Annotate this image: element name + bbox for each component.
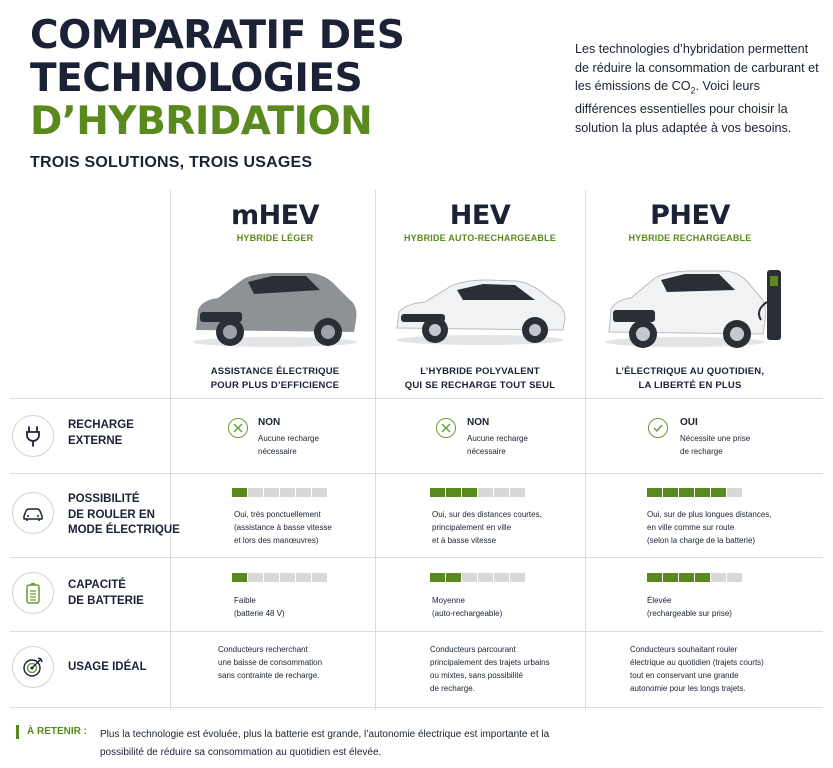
usage-text-mhev: Conducteurs recherchant une baisse de consommation sans contrainte de recharge. <box>218 645 323 680</box>
column-description: L’ÉLECTRIQUE AU QUOTIDIEN, LA LIBERTÉ EN PLUS <box>615 366 765 391</box>
level-segment <box>446 488 461 497</box>
intro-text-1: Les technologies d’hybridation permettent de réduire la consommation de carburant et les émissions de CO <box>575 42 819 93</box>
level-segment <box>446 573 461 582</box>
level-segment <box>510 573 525 582</box>
plug-icon <box>21 424 45 448</box>
level-segment <box>312 573 327 582</box>
column-subtitle: HYBRIDE RECHARGEABLE <box>628 233 752 243</box>
level-segment <box>494 488 509 497</box>
intro-text-2: . Voici leurs différences essentielles pour choisir la solution la plus adaptée à vos besoins. <box>575 79 792 135</box>
cross-icon <box>228 418 248 438</box>
level-segment <box>430 488 445 497</box>
car-image <box>595 258 785 350</box>
electric-text-mhev: Oui, très ponctuellement (assistance à basse vitesse et lors des manœuvres) <box>234 510 332 545</box>
level-segment <box>727 573 742 582</box>
battery-text-hev: Moyenne (auto-rechargeable) <box>432 596 503 618</box>
electric-text-hev: Oui, sur des distances courtes, principalement en ville et à basse vitesse <box>432 510 542 545</box>
level-segment <box>430 573 445 582</box>
title-line-2: TECHNOLOGIES <box>30 56 363 101</box>
level-segment <box>312 488 327 497</box>
level-segment <box>663 573 678 582</box>
level-segment <box>280 573 295 582</box>
recharge-answer-hev: NON <box>467 417 490 428</box>
cross-icon <box>436 418 456 438</box>
battery-level-phev <box>647 573 742 582</box>
retain-label: À RETENIR : <box>27 726 87 737</box>
recharge-text-mhev: Aucune recharge nécessaire <box>258 434 319 456</box>
level-segment <box>711 573 726 582</box>
row-divider-4 <box>10 631 823 632</box>
recharge-answer-mhev: NON <box>258 417 281 428</box>
level-segment <box>494 573 509 582</box>
battery-level-hev <box>430 573 525 582</box>
car-image <box>180 258 370 350</box>
usage-text-hev: Conducteurs parcourant principalement des trajets urbains ou mixtes, sans possibilité de recharge. <box>430 645 550 693</box>
level-segment <box>280 488 295 497</box>
level-segment <box>478 488 493 497</box>
title-line-1: COMPARATIF DES <box>30 13 405 58</box>
target-icon <box>21 655 45 679</box>
column-hev <box>375 200 585 398</box>
retain-text: Plus la technologie est évoluée, plus la batterie est grande, l’autonomie électrique est importante et la possibilité de réduire sa consommation au quotidien est élevée. <box>100 729 550 758</box>
car-icon <box>21 501 45 525</box>
page-title <box>30 14 404 143</box>
retain-marker <box>16 725 19 739</box>
row-label-electric: POSSIBILITÉ DE ROULER EN MODE ÉLECTRIQUE <box>68 493 180 536</box>
level-segment <box>663 488 678 497</box>
level-segment <box>695 573 710 582</box>
level-segment <box>232 488 247 497</box>
level-segment <box>462 488 477 497</box>
column-title: PHEV <box>650 200 730 231</box>
recharge-answer-phev: OUI <box>680 417 698 428</box>
level-segment <box>264 573 279 582</box>
level-segment <box>679 488 694 497</box>
level-segment <box>727 488 742 497</box>
battery-text-mhev: Faible (batterie 48 V) <box>234 596 285 618</box>
usage-row-icon <box>12 646 54 688</box>
car-image <box>385 258 575 350</box>
battery-icon <box>21 581 45 605</box>
level-segment <box>264 488 279 497</box>
battery-row-icon <box>12 572 54 614</box>
row-divider-1 <box>10 398 823 399</box>
row-divider-5 <box>10 707 823 708</box>
check-icon <box>648 418 668 438</box>
battery-text-phev: Élevée (rechargeable sur prise) <box>647 596 732 618</box>
column-mhev <box>170 200 380 398</box>
column-description: ASSISTANCE ÉLECTRIQUE POUR PLUS D’EFFICIENCE <box>210 366 340 391</box>
level-segment <box>647 488 662 497</box>
level-segment <box>232 573 247 582</box>
usage-text-phev: Conducteurs souhaitant rouler électrique au quotidien (trajets courts) tout en conservant une grande autonomie pour les longs trajets. <box>630 645 764 693</box>
row-divider-3 <box>10 557 823 558</box>
electric-row-icon <box>12 492 54 534</box>
column-subtitle: HYBRIDE AUTO-RECHARGEABLE <box>403 233 556 243</box>
battery-level-mhev <box>232 573 327 582</box>
column-title: HEV <box>449 200 511 231</box>
electric-level-mhev <box>232 488 327 497</box>
row-label-battery: CAPACITÉ DE BATTERIE <box>68 579 144 607</box>
electric-level-phev <box>647 488 742 497</box>
recharge-text-hev: Aucune recharge nécessaire <box>467 434 528 456</box>
level-segment <box>248 573 263 582</box>
column-subtitle: HYBRIDE LÉGER <box>236 233 314 243</box>
electric-text-phev: Oui, sur de plus longues distances, en ville comme sur route (selon la charge de la batterie) <box>647 510 772 545</box>
title-line-3: D’HYBRIDATION <box>30 99 373 144</box>
row-divider-2 <box>10 473 823 474</box>
level-segment <box>679 573 694 582</box>
level-segment <box>510 488 525 497</box>
level-segment <box>711 488 726 497</box>
level-segment <box>478 573 493 582</box>
column-description: L’HYBRIDE POLYVALENT QUI SE RECHARGE TOUT SEUL <box>404 366 556 391</box>
row-label-usage: USAGE IDÉAL <box>68 661 147 673</box>
level-segment <box>462 573 477 582</box>
intro-subscript: 2 <box>690 85 696 96</box>
level-segment <box>695 488 710 497</box>
page-subtitle: TROIS SOLUTIONS, TROIS USAGES <box>30 154 313 171</box>
column-phev <box>585 200 795 398</box>
level-segment <box>647 573 662 582</box>
level-segment <box>296 488 311 497</box>
level-segment <box>296 573 311 582</box>
electric-level-hev <box>430 488 525 497</box>
row-label-recharge: RECHARGE EXTERNE <box>68 419 134 447</box>
intro-paragraph <box>575 40 820 137</box>
recharge-text-phev: Nécessite une prise de recharge <box>680 434 751 456</box>
recharge-row-icon <box>12 415 54 457</box>
level-segment <box>248 488 263 497</box>
column-title: mHEV <box>230 200 320 231</box>
